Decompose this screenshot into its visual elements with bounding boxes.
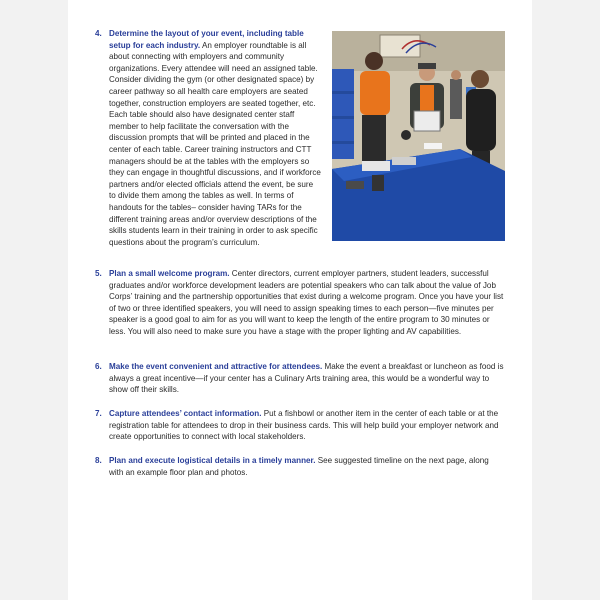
item-text: [109, 361, 505, 396]
item-number: 7.: [95, 409, 102, 418]
item-heading: Plan and execute logistical details in a timely manner.: [109, 456, 316, 465]
list-item-5: [95, 268, 505, 338]
item-body: An employer roundtable is all about connecting with employers and community organizations. Every attendee will need an assigned table. Consider dividing the gym (or other designated space) by career pathway so all health care employers are seated together, construction employers are seated together, etc. Each table should also have designated center staff member to help facilitate the conversation with the discussion prompts that will be printed and placed in the center of each table. Career training instructors and CTT managers should be at the tables with the employers so they can engage in thoughtful discussions, and if workforce partners and/or elected officials attend the event, be sure to divide them among the tables as well. In terms of handouts for the tables– consider having TARs for the different training areas and/or overview descriptions of the skills students learn in their training in order to ask specific questions about the program’s curriculum.: [109, 40, 321, 247]
list-item-6: [95, 361, 505, 396]
list-item-8: [95, 455, 505, 478]
item-body: Make the event a breakfast or luncheon as food is always a great incentive—if your center has a Culinary Arts training area, this would be a wonderful way to show off their skills.: [109, 362, 504, 395]
item-number: 4.: [95, 29, 102, 38]
item-heading: Plan a small welcome program.: [109, 269, 230, 278]
item-text: [109, 268, 505, 338]
item-heading: Determine the layout of your event, including table setup for each industry.: [109, 29, 304, 50]
item-number: 8.: [95, 456, 102, 465]
item-text: [109, 455, 505, 478]
item-text: [109, 28, 321, 248]
list-item-4: [95, 28, 321, 248]
item-number: 5.: [95, 269, 102, 278]
item-body: See suggested timeline on the next page, along with an example floor plan and photos.: [109, 456, 489, 477]
event-photo: [332, 31, 505, 241]
item-heading: Make the event convenient and attractive for attendees.: [109, 362, 323, 371]
item-body: Center directors, current employer partners, student leaders, successful graduates and/or workforce development leaders are potential speakers who can talk about the value of Job Corps’ training and the partnership opportunities that exist during a welcome program. Once you have your list of two or three identified speakers, you will need to assign speaking times to each person—five minutes per speaker is a good goal to aim for as you will want to keep the length of the entire program to 30 minutes or less. You will also need to make sure you have a stage with the proper lighting and AV capabilities.: [109, 269, 504, 336]
item-number: 6.: [95, 362, 102, 371]
item-text: [109, 408, 505, 443]
document-page: [68, 0, 532, 600]
event-photo-illustration: [332, 31, 505, 241]
item-heading: Capture attendees’ contact information.: [109, 409, 262, 418]
list-item-7: [95, 408, 505, 443]
item-body: Put a fishbowl or another item in the center of each table or at the registration table for attendees to drop in their business cards. This will help build your employer network and create opportunities to connect with local stakeholders.: [109, 409, 499, 442]
